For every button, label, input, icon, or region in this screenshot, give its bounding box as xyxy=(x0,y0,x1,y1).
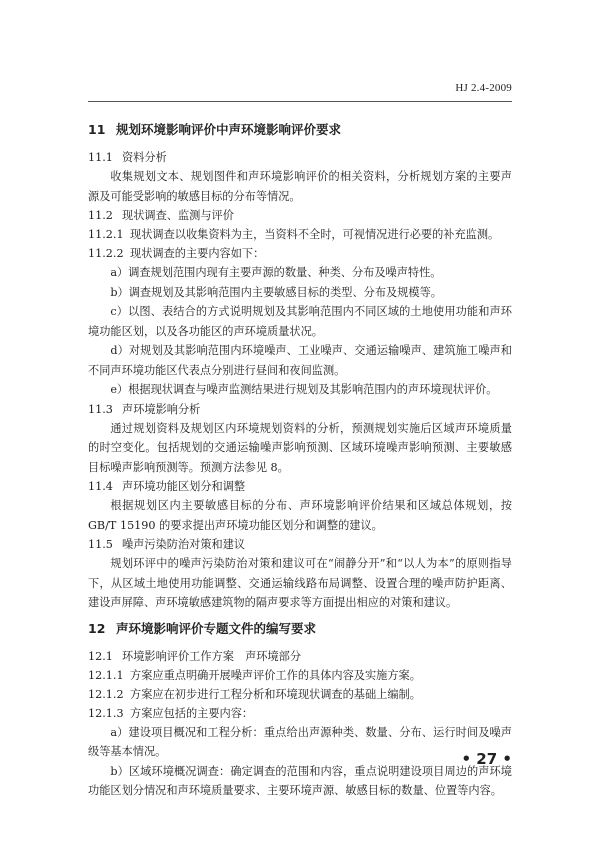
page-number: • 27 • xyxy=(461,750,512,768)
clause-12-1-3: 12.1.3 方案应包括的主要内容： xyxy=(88,706,254,720)
clause-12-1-1: 12.1.1 方案应重点明确开展噪声评价工作的具体内容及实施方案。 xyxy=(88,668,421,682)
body-content xyxy=(88,120,512,801)
list-item-a: a）调查规划范围内现有主要声源的数量、种类、分布及噪声特性。 xyxy=(110,266,442,279)
list-item-d: d）对规划及其影响范围内环境噪声、工业噪声、交通运输噪声、建筑施工噪声和不同声环境功能区代表点分别进行昼间和夜间监测。 xyxy=(88,344,512,377)
list-item-12-a: a）建设项目概况和工程分析：重点给出声源种类、数量、分布、运行时间及噪声级等基本情况。 xyxy=(88,725,512,758)
list-item-c: c）以图、表结合的方式说明规划及其影响范围内不同区域的土地使用功能和声环境功能区划，以及各功能区的声环境质量状况。 xyxy=(88,305,512,338)
section-11-2-heading: 11.2 现状调查、监测与评价 xyxy=(88,209,234,222)
list-item-b: b）调查规划及其影响范围内主要敏感目标的类型、分布及规模等。 xyxy=(110,285,442,299)
section-11-5-text: 规划环评中的噪声污染防治对策和建议可在“闹静分开”和“以人为本”的原则指导下，从区域土地使用功能调整、交通运输线路布局调整、设置合理的噪声防护距离、建设声屏障、声环境敏感建筑物的隔声要求等方面提出相应的对策和建议。 xyxy=(88,557,512,609)
list-item-12-b: b）区域环境概况调查：确定调查的范围和内容，重点说明建设项目周边的声环境功能区划分情况和声环境质量要求、主要环境声源、敏感目标的数量、位置等内容。 xyxy=(88,764,512,797)
clause-11-2-2: 11.2.2 现状调查的主要内容如下： xyxy=(88,247,265,260)
clause-11-2-1: 11.2.1 现状调查以收集资料为主，当资料不全时，可视情况进行必要的补充监测。 xyxy=(88,228,500,241)
section-11-heading: 11 规划环境影响评价中声环境影响评价要求 xyxy=(88,122,342,137)
section-11-1-text: 收集规划文本、规划图件和声环境影响评价的相关资料，分析规划方案的主要声源及可能受影响的敏感目标的分布等情况。 xyxy=(88,170,512,203)
section-12-heading: 12 声环境影响评价专题文件的编写要求 xyxy=(88,620,317,636)
section-11-4-heading: 11.4 声环境功能区划分和调整 xyxy=(88,480,246,493)
section-11-5-heading: 11.5 噪声污染防治对策和建议 xyxy=(88,538,246,551)
clause-12-1-2: 12.1.2 方案应在初步进行工程分析和环境现状调查的基础上编制。 xyxy=(88,687,421,701)
section-11-3-text: 通过规划资料及规划区内环境规划资料的分析，预测规划实施后区域声环境质量的时空变化。包括规划的交通运输噪声影响预测、区域环境噪声影响预测、主要敏感目标噪声影响预测等。预测方法参见 8。 xyxy=(88,421,512,474)
section-11-3-heading: 11.3 声环境影响分析 xyxy=(88,402,201,416)
header-rule xyxy=(88,101,512,102)
list-item-e: e）根据现状调查与噪声监测结果进行规划及其影响范围内的声环境现状评价。 xyxy=(110,383,498,396)
section-12-1-heading: 12.1 环境影响评价工作方案 声环境部分 xyxy=(88,649,302,663)
standard-code: HJ 2.4-2009 xyxy=(455,82,512,94)
section-11-1-heading: 11.1 资料分析 xyxy=(88,151,167,164)
section-11-4-text: 根据规划区内主要敏感目标的分布、声环境影响评价结果和区域总体规划，按 GB/T 15190 的要求提出声环境功能区划分和调整的建议。 xyxy=(88,499,512,532)
